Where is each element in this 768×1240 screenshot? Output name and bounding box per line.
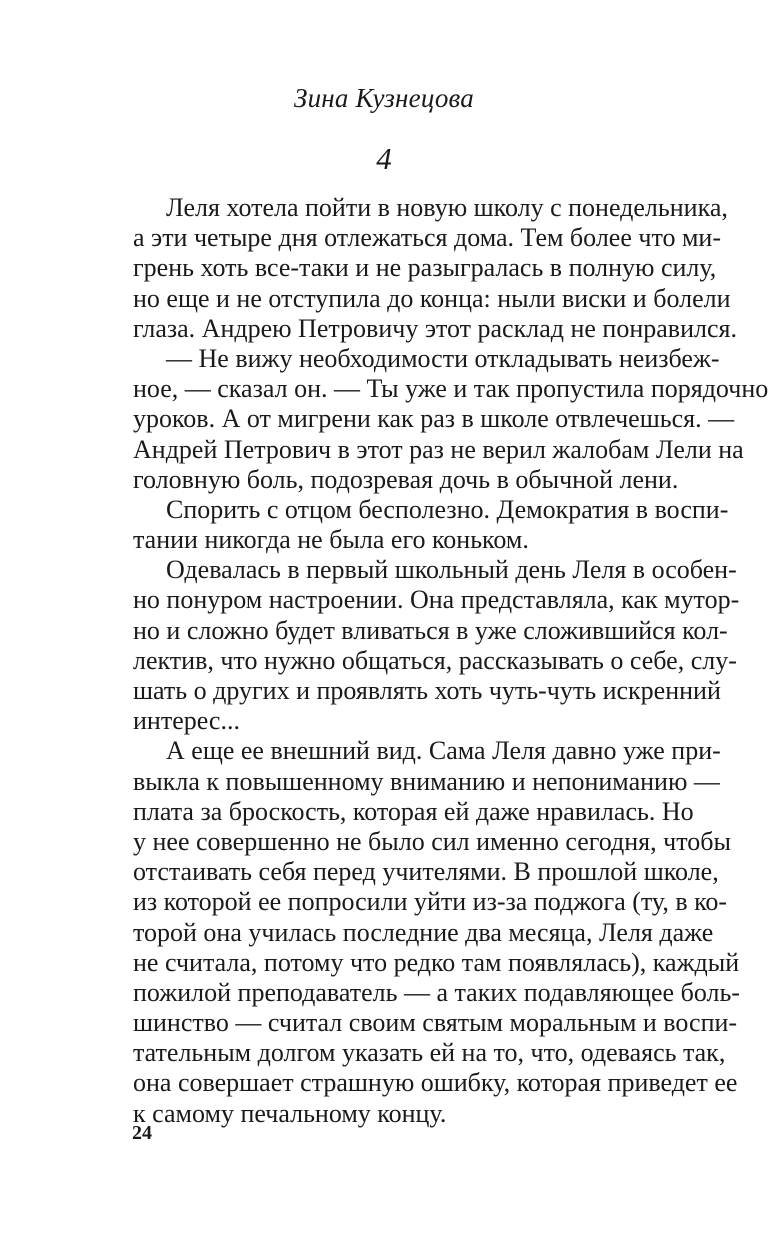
text-line: ное, — сказал он. — Ты уже и так пропустила порядочно <box>133 374 768 404</box>
text-line: глаза. Андрею Петровичу этот расклад не понравился. <box>133 313 737 343</box>
text-line: тательным долгом указать ей на то, что, одеваясь так, <box>133 1038 726 1068</box>
text-line: торой она училась последние два месяца, Леля даже <box>133 917 714 947</box>
text-line: она совершает страшную ошибку, которая приведет ее <box>133 1068 738 1098</box>
text-line: но еще и не отступила до конца: ныли виски и болели <box>133 283 731 313</box>
text-line: лектив, что нужно общаться, рассказывать о себе, слу- <box>133 645 737 675</box>
text-line: шинство — считал своим святым моральным и воспи- <box>133 1008 738 1038</box>
text-line: отстаивать себя перед учителями. В прошлой школе, <box>133 857 719 887</box>
text-line: тании никогда не была его коньком. <box>133 525 529 555</box>
text-line: грень хоть все-таки и не разыгралась в полную силу, <box>133 253 717 283</box>
text-line: из которой ее попросили уйти из-за поджога (ту, в ко- <box>133 887 728 917</box>
text-line: а эти четыре дня отлежаться дома. Тем более что ми- <box>133 223 721 253</box>
text-line: но и сложно будет вливаться в уже сложившийся кол- <box>133 615 728 645</box>
text-line: Спорить с отцом бесполезно. Демократия в воспи- <box>166 494 729 524</box>
text-line: интерес... <box>133 706 240 736</box>
text-line: к самому печальному концу. <box>133 1098 447 1128</box>
text-line: но понуром настроении. Она представляла, как мутор- <box>133 585 740 615</box>
text-line: у нее совершенно не было сил именно сегодня, чтобы <box>133 826 731 856</box>
running-head-author: Зина Кузнецова <box>294 83 474 113</box>
chapter-number: 4 <box>376 141 392 176</box>
text-line: не считала, потому что редко там появлялась), каждый <box>133 947 740 977</box>
text-line: Андрей Петрович в этот раз не верил жалобам Лели на <box>133 434 744 464</box>
text-line: выкла к повышенному вниманию и непониманию — <box>133 766 720 796</box>
page-number: 24 <box>132 1122 152 1144</box>
text-line: пожилой преподаватель — а таких подавляющее боль- <box>133 977 740 1007</box>
text-line: Леля хотела пойти в новую школу с понедельника, <box>166 193 728 222</box>
text-line: плата за броскость, которая ей даже нравилась. Но <box>133 796 694 826</box>
text-line: А еще ее внешний вид. Сама Леля давно уже при- <box>166 736 721 766</box>
body-text <box>133 193 768 1129</box>
text-line: шать о других и проявлять хоть чуть-чуть искренний <box>133 676 721 705</box>
text-line: — Не вижу необходимости откладывать неизбеж- <box>166 343 720 373</box>
text-line: Одевалась в первый школьный день Леля в особен- <box>166 555 737 585</box>
text-line: уроков. А от мигрени как раз в школе отвлечешься. — <box>133 404 735 434</box>
text-line: головную боль, подозревая дочь в обычной лени. <box>133 464 679 494</box>
